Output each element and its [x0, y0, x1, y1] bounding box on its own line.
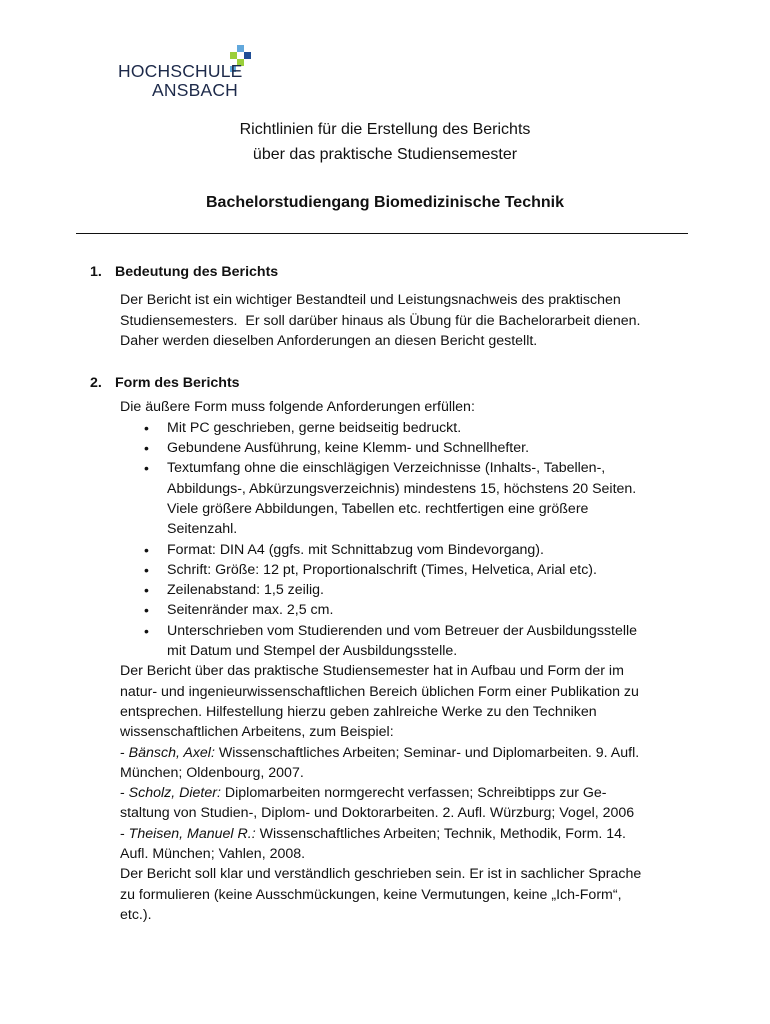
text-line: etc.). [120, 906, 152, 923]
document-title-line1: Richtlinien für die Erstellung des Berichts [239, 121, 531, 138]
document-body [90, 262, 700, 925]
text-line: Daher werden dieselben Anforderungen an diesen Bericht gestellt. [120, 332, 538, 349]
bullet-icon: • [144, 460, 149, 477]
text-line: Gebundene Ausführung, keine Klemm- und Schnellhefter. [167, 440, 530, 457]
list-item [120, 580, 700, 600]
section-number: 2. [90, 375, 102, 392]
text-line: wissenschaftlichen Arbeitens, zum Beispiel: [120, 724, 394, 741]
text-line: Seitenzahl. [167, 521, 238, 538]
reference-prefix: - [120, 825, 129, 842]
reference-text: Wissenschaftliches Arbeiten; Seminar- und Diplomarbeiten. 9. Aufl. [214, 744, 640, 761]
document-title-line2: über das praktische Studiensemester [252, 146, 518, 163]
section-heading-form [90, 373, 700, 393]
text-line: Format: DIN A4 (ggfs. mit Schnittabzug vom Bindevorgang). [167, 541, 544, 558]
text-line: entsprechen. Hilfestellung hierzu geben zahlreiche Werke zu den Techniken [120, 703, 597, 720]
text-line: Seitenränder max. 2,5 cm. [167, 602, 334, 619]
reference-line [120, 783, 700, 803]
section2-body [90, 397, 700, 925]
bullet-icon: • [144, 541, 149, 558]
text-line: Der Bericht über das praktische Studiensemester hat in Aufbau und Form der im [120, 663, 624, 680]
program-subtitle: Bachelorstudiengang Biomedizinische Technik [206, 194, 564, 211]
bullet-icon: • [144, 419, 149, 436]
text-line: Der Bericht ist ein wichtiger Bestandteil und Leistungsnachweis des praktischen [120, 292, 621, 309]
horizontal-divider [76, 233, 688, 234]
list-item [120, 438, 700, 458]
list-item [120, 600, 700, 620]
bullet-icon: • [144, 440, 149, 457]
logo-text-line1: HOCHSCHULE [118, 61, 243, 81]
reference-text: Diplomarbeiten normgerecht verfassen; Schreibtipps zur Ge- [220, 785, 607, 802]
reference-text: Wissenschaftliches Arbeiten; Technik, Methodik, Form. 14. [255, 825, 626, 842]
bullet-icon: • [144, 582, 149, 599]
university-logo [118, 42, 268, 100]
reference-author: Bänsch, Axel: [128, 744, 215, 761]
text-line: mit Datum und Stempel der Ausbildungsstelle. [167, 643, 458, 660]
text-line: Abbildungs-, Abkürzungsverzeichnis) mindestens 15, höchstens 20 Seiten. [167, 480, 637, 497]
reference-line [120, 743, 700, 763]
bullet-icon: • [144, 602, 149, 619]
text-line: Mit PC geschrieben, gerne beidseitig bedruckt. [167, 419, 462, 436]
reference-author: Theisen, Manuel R.: [128, 825, 256, 842]
text-line: Studiensemesters. Er soll darüber hinaus als Übung für die Bachelorarbeit dienen. [120, 312, 641, 329]
section-number: 1. [90, 264, 102, 280]
reference-prefix: - [120, 744, 129, 761]
reference-prefix: - [120, 785, 129, 802]
intro-line: Die äußere Form muss folgende Anforderungen erfüllen: [120, 399, 475, 416]
text-line: Zeilenabstand: 1,5 zeilig. [167, 582, 324, 599]
reference-line [120, 824, 700, 844]
text-line: Unterschrieben vom Studierenden und vom Betreuer der Ausbildungsstelle [167, 622, 638, 639]
section-heading-text: Bedeutung des Berichts [115, 264, 279, 280]
text-line: Viele größere Abbildungen, Tabellen etc. rechtfertigen eine größere [167, 500, 589, 517]
list-item [120, 560, 700, 580]
reference-author: Scholz, Dieter: [128, 785, 221, 802]
list-item [120, 418, 700, 438]
requirements-list [120, 418, 700, 662]
bullet-icon: • [144, 561, 149, 578]
text-line: staltung von Studien-, Diplom- und Doktorarbeiten. 2. Aufl. Würzburg; Vogel, 2006 [120, 805, 635, 822]
logo-text-line2: ANSBACH [152, 80, 239, 100]
text-line: zu formulieren (keine Ausschmückungen, keine Vermutungen, keine „Ich-Form“, [120, 886, 622, 903]
list-item [120, 458, 700, 539]
text-line: Der Bericht soll klar und verständlich geschrieben sein. Er ist in sachlicher Sprache [120, 866, 642, 883]
list-item [120, 540, 700, 560]
text-line: Aufl. München; Vahlen, 2008. [120, 846, 306, 863]
bullet-icon: • [144, 622, 149, 639]
section1-paragraph [90, 290, 700, 351]
list-item [120, 621, 700, 662]
text-line: Textumfang ohne die einschlägigen Verzeichnisse (Inhalts-, Tabellen-, [167, 460, 606, 477]
section-heading-bedeutung [90, 262, 700, 282]
text-line: München; Oldenbourg, 2007. [120, 764, 304, 781]
section-heading-text: Form des Berichts [115, 375, 240, 392]
text-line: natur- und ingenieurwissenschaftlichen Bereich üblichen Form einer Publikation zu [120, 683, 639, 700]
text-line: Schrift: Größe: 12 pt, Proportionalschrift (Times, Helvetica, Arial etc). [167, 561, 597, 578]
